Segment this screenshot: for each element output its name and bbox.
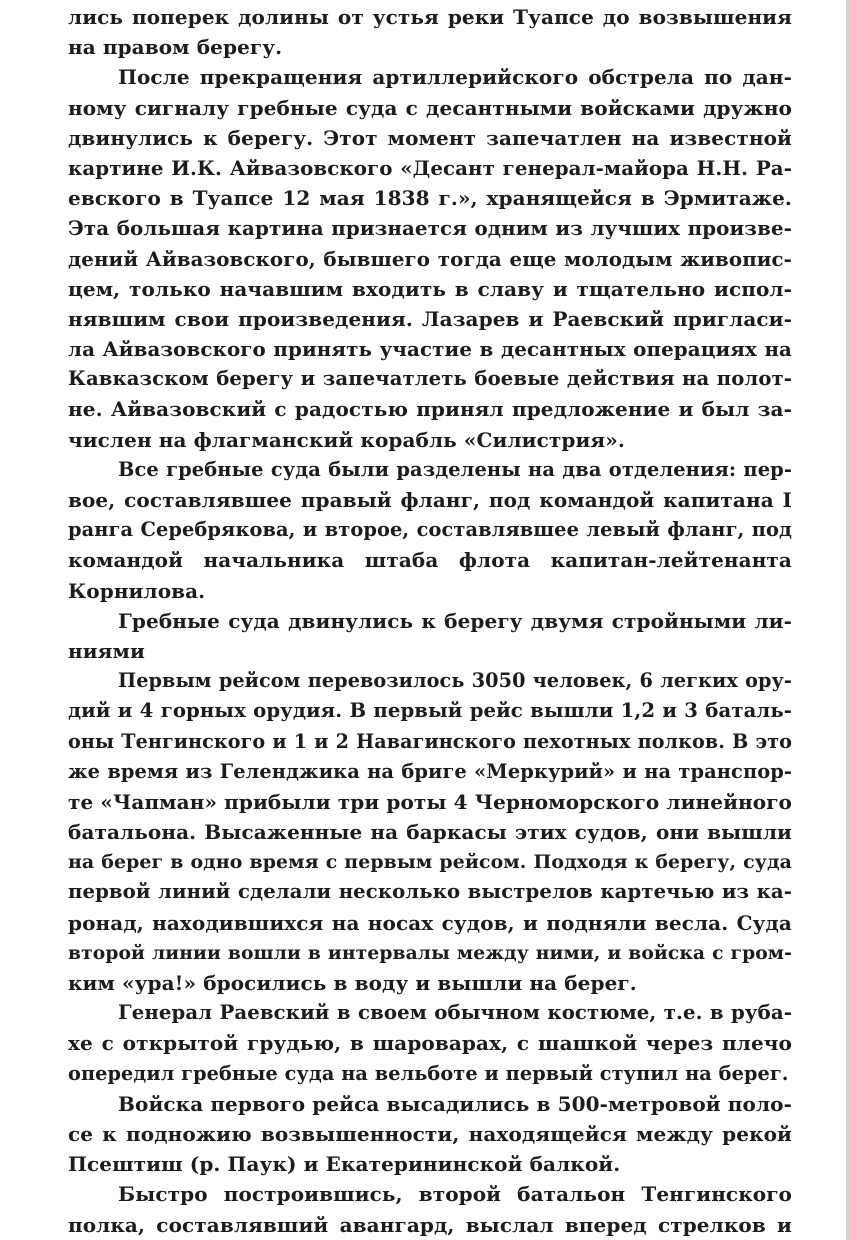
text-line: те «Чапман» прибыли три роты 4 Черноморского линейного <box>68 789 792 814</box>
text-line: ниями <box>68 638 145 663</box>
text-line: опередил гребные суда на вельботе и первый ступил на берег. <box>68 1061 789 1085</box>
text-line: ким «ура!» бросились в воду и вышли на берег. <box>68 971 637 995</box>
text-line: Кавказском берегу и запечатлеть боевые действия на полот- <box>68 367 792 391</box>
text-line: лись поперек долины от устья реки Туапсе до возвышения <box>68 5 792 29</box>
text-line: Корнилова. <box>68 578 206 603</box>
paragraph-first-line: Первым рейсом перевозилось 3050 человек, 6 легких ору- <box>118 669 792 693</box>
text-line: командой начальника штаба флота капитан-лейтенанта <box>68 548 792 573</box>
paragraph-first-line: Все гребные суда были разделены на два отделения: пер- <box>118 457 792 481</box>
text-line: второй линии вошли в интервалы между ними, и войска с гром- <box>68 941 792 964</box>
text-line: ранга Серебрякова, и второе, составлявшее левый фланг, под <box>68 518 792 542</box>
paragraph-first-line: Войска первого рейса высадились в 500-метровой поло- <box>118 1091 792 1116</box>
paragraph-first-line: Быстро построившись, второй батальон Тенгинского <box>118 1182 792 1207</box>
text-line: Псештиш (р. Паук) и Екатерининской балкой. <box>68 1152 621 1177</box>
page-edge-border <box>846 0 850 1240</box>
paragraph-first-line: После прекращения артиллерийского обстрела по дан- <box>118 65 792 90</box>
text-line: на берег в одно время с первым рейсом. Подходя к берегу, суда <box>68 851 792 874</box>
text-line: картине И.К. Айвазовского «Десант генерал-майора Н.Н. Ра- <box>68 155 792 180</box>
text-line: Эта большая картина признается одним из лучших произве- <box>68 216 792 241</box>
text-line: на правом берегу. <box>68 35 283 60</box>
text-line: нявшим свои произведения. Лазарев и Раевский пригласи- <box>68 306 792 331</box>
text-line: же время из Геленджика на бриге «Меркурий» и на транспор- <box>68 759 792 783</box>
text-line: хе с открытой грудью, в шароварах, с шашкой через плечо <box>68 1031 792 1056</box>
page-text-block <box>68 2 792 1240</box>
paragraph-first-line: Гребные суда двинулись к берегу двумя стройными ли- <box>118 608 792 633</box>
text-line: оны Тенгинского и 1 и 2 Навагинского пехотных полков. В это <box>68 729 792 753</box>
text-line: дений Айвазовского, бывшего тогда еще молодым живопис- <box>68 246 792 271</box>
text-line: дий и 4 горных орудия. В первый рейс вышли 1,2 и 3 баталь- <box>68 699 792 723</box>
text-line: ронад, находившихся на носах судов, и подняли весла. Суда <box>68 910 792 935</box>
text-line: цем, только начавшим входить в славу и тщательно испол- <box>68 276 792 301</box>
text-line: полка, составлявший авангард, выслал вперед стрелков и <box>68 1212 792 1237</box>
text-line: ла Айвазовского принять участие в десантных операциях на <box>68 337 792 362</box>
text-line: вое, составлявшее правый фланг, под командой капитана I <box>68 488 792 512</box>
text-line: евского в Туапсе 12 мая 1838 г.», хранящейся в Эрмитаже. <box>68 186 792 211</box>
text-line: ному сигналу гребные суда с десантными войсками дружно <box>68 95 792 120</box>
text-line: батальона. Высаженные на баркасы этих судов, они вышли <box>68 820 792 845</box>
text-line: двинулись к берегу. Этот момент запечатлен на известной <box>68 125 792 150</box>
paragraph-first-line: Генерал Раевский в своем обычном костюме, т.е. в руба- <box>118 1001 792 1025</box>
text-line: се к подножию возвышенности, находящейся между рекой <box>68 1121 792 1146</box>
text-line: первой линий сделали несколько выстрелов картечью из ка- <box>68 880 792 904</box>
text-line: числен на флагманский корабль «Силистрия». <box>68 427 625 452</box>
text-line: не. Айвазовский с радостью принял предложение и был за- <box>68 397 792 422</box>
